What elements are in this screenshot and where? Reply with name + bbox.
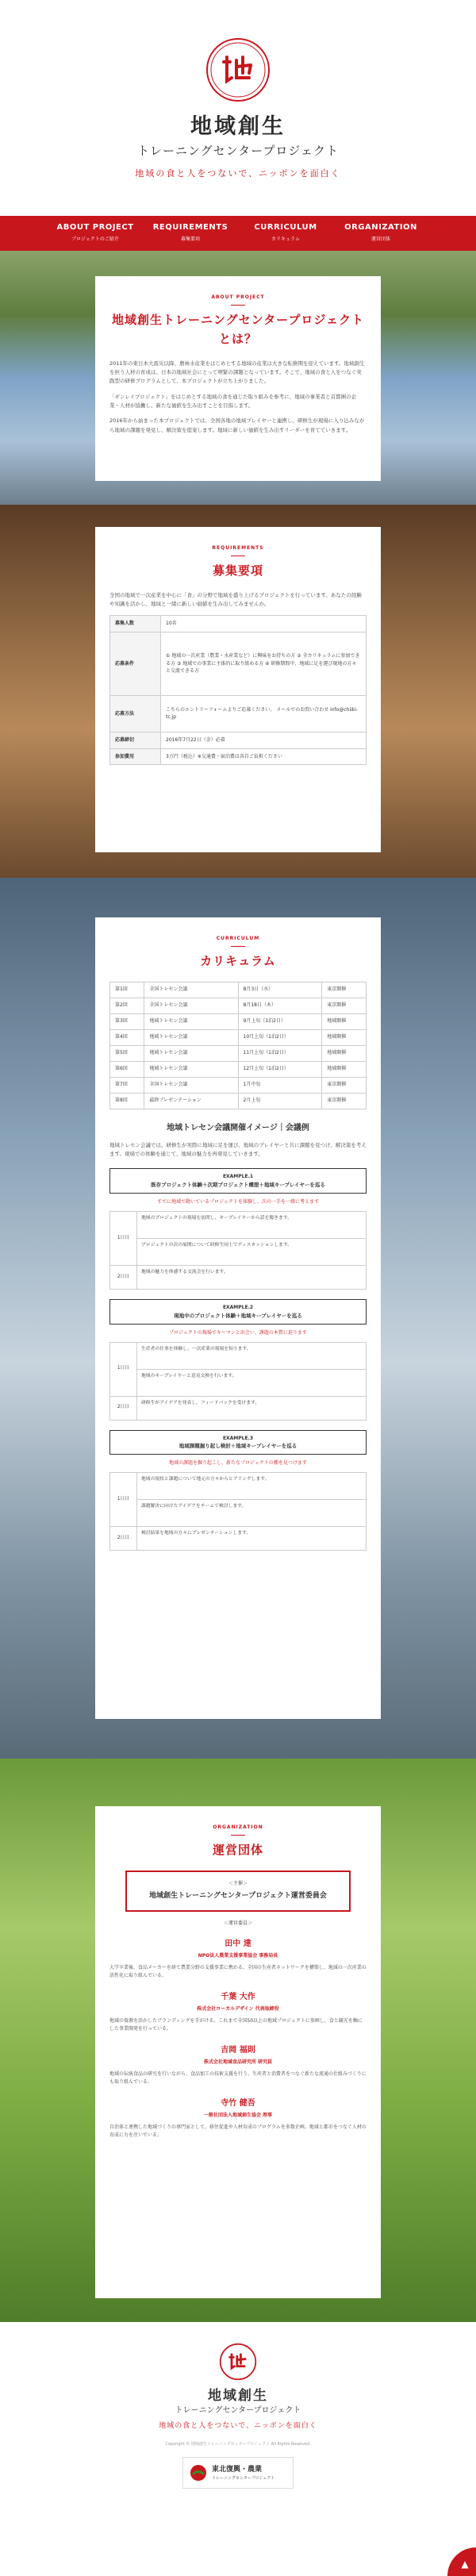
person-name: 吉岡 福則 [221,2046,255,2055]
req-value: 10名 [161,616,367,632]
footer-subtitle: トレーニングセンタープロジェクト [175,2406,301,2415]
curriculum-table [109,982,367,1109]
example-3-box [109,1430,367,1455]
example-row: 検討結果を地域の方々にプレゼンテーションします。 [137,1527,367,1551]
example-row: 地域の魅力を体感する交流会を行います。 [137,1265,367,1289]
curriculum-card [95,917,381,1719]
requirements-table [109,615,367,765]
cur-place: 地域開催 [322,1029,367,1045]
example-1-table [109,1211,367,1290]
entry-form-link[interactable]: こちらのエントリーフォームよりご応募ください。 メールでのお問い合わせ info@chiiki-tc.jp [161,695,367,732]
table-row [110,1029,367,1045]
back-to-top-button[interactable] [447,2547,476,2576]
example-2-box [109,1299,367,1325]
req-key: 応募条件 [110,632,161,695]
example-label: EXAMPLE.1 [222,1174,254,1180]
nav-about-jp: プロジェクトのご紹介 [71,236,119,242]
table-row [110,982,367,998]
org-en-label: ORGANIZATION [213,1824,263,1830]
req-en-label: REQUIREMENTS [212,545,264,551]
example-row: 地域の現状と課題について地元の方々からヒアリングします。 [137,1473,367,1500]
sponsor-banner[interactable] [182,2457,294,2489]
cur-num: 第5回 [110,1045,144,1061]
example-row: 課題解決に向けたアイデアをチームで検討します。 [137,1500,367,1527]
nav-about[interactable] [48,216,143,251]
organizer-label: ＜主催＞ [228,1880,248,1886]
cur-date: 8月3日（水） [238,982,322,998]
cur-date: 12月上旬（1泊2日） [238,1061,322,1077]
example-3-table [109,1472,367,1551]
table-row [110,1238,367,1265]
organizer-box [125,1870,351,1912]
cur-place: 東京開催 [322,1077,367,1093]
organizer-name: 地域創生トレーニングセンタープロジェクト運営委員会 [149,1892,327,1901]
table-row [110,1265,367,1289]
site-title: 地域創生 [190,114,286,139]
cur-date: 10月上旬（1泊2日） [238,1029,322,1045]
example-row: 地域のプロジェクトの現場を訪問し、キープレイヤーから話を聞きます。 [137,1211,367,1238]
table-row [110,1500,367,1527]
table-row [110,1527,367,1551]
table-row [110,1211,367,1238]
nav-organization[interactable] [333,216,428,251]
person-3 [109,2044,367,2086]
nav-curriculum[interactable] [238,216,333,251]
cur-num: 第3回 [110,1013,144,1029]
cur-num: 第7回 [110,1077,144,1093]
table-row [110,1045,367,1061]
example-day: 1日目 [110,1342,137,1396]
cur-rule [231,946,245,947]
person-4 [109,2097,367,2140]
example-text: 現地中のプロジェクト体験＋地域キープレイヤーを巡る [174,1312,302,1319]
table-row [110,748,367,765]
about-paragraph-2: 「ギンレイプロジェクト」をはじめとする地域の食を通じた取り組みを参考に、地域の事業者と首都圏の企業・人材が協働し、新たな価値を生み出すことを目指します。 [109,393,357,409]
example-text: 地域課題掘り起し検討＋地域キープレイヤーを巡る [178,1443,298,1450]
cur-num: 第6回 [110,1061,144,1077]
example-row: 研修生がアイデアを発表し、フィードバックを受けます。 [137,1396,367,1420]
req-value: 3万円（税込）※交通費・宿泊費は各自ご負担ください [161,748,367,765]
table-row [110,695,367,732]
example-note: 地域の課題を掘り起こし、新たなプロジェクトの種を見つけます [169,1460,307,1467]
table-row [110,732,367,748]
arrow-up-icon: ▲ [461,2559,469,2570]
cur-date: 1月中旬 [238,1077,322,1093]
cur-name: 地域トレセン会議 [144,1061,238,1077]
table-row [110,1369,367,1396]
example-label: EXAMPLE.3 [222,1435,254,1441]
meeting-title: 地域トレセン会議開催イメージ｜会議例 [167,1123,309,1132]
about-section [0,251,476,505]
requirements-section [0,505,476,878]
cur-place: 地域開催 [322,1013,367,1029]
org-title: 運営団体 [212,1842,263,1857]
person-name: 寺竹 健吾 [221,2099,255,2109]
example-day: 1日目 [110,1211,137,1265]
table-row [110,1093,367,1109]
nav-curriculum-jp: カリキュラム [271,236,300,242]
cur-date: 9月上旬（1泊2日） [238,1013,322,1029]
req-key: 応募締切 [110,732,161,748]
cur-name: 最終プレゼンテーション [144,1093,238,1109]
nav-organization-jp: 運営団体 [370,236,390,242]
person-role: 一般社団法人地域創生協会 理事 [203,2113,273,2119]
example-2-table [109,1342,367,1421]
footer-title: 地域創生 [208,2388,268,2404]
organization-card [95,1806,381,2298]
person-role: NPO法人農業支援事業協会 事務局長 [198,1953,278,1959]
cur-place: 東京開催 [322,1093,367,1109]
person-2 [109,1991,367,2033]
organization-section [0,1759,476,2322]
req-key: 募集人数 [110,616,161,632]
table-row [110,1473,367,1500]
example-day: 2日目 [110,1527,137,1551]
person-1 [109,1938,367,1980]
site-tagline: 地域の食と人をつないで、ニッポンを面白く [135,168,341,179]
about-paragraph-3: 2016年から始まった本プロジェクトでは、全国各地の地域プレイヤーと連携し、研修生が現場に入り込みながら地域の課題を発見し、解決策を提案します。地域に新しい価値を生み出すリーダーを育てていきます。 [109,417,365,433]
nav-requirements-en: REQUIREMENTS [152,223,228,232]
sponsor-sub: トレーニングセンタープロジェクト [212,2476,275,2482]
main-nav [0,216,476,251]
cur-num: 第2回 [110,998,144,1013]
example-note: プロジェクトの現場でキーマンと出会い、課題の本質に迫ります [169,1329,307,1336]
cur-place: 東京開催 [322,982,367,998]
cur-date: 11月上旬（1泊2日） [238,1045,322,1061]
sponsor-main: 東北復興・農業 [212,2465,263,2474]
example-day: 2日目 [110,1265,137,1289]
footer-tagline: 地域の食と人をつないで、ニッポンを面白く [159,2422,317,2430]
cur-num: 第8回 [110,1093,144,1109]
about-en-label: ABOUT PROJECT [211,294,265,300]
nav-curriculum-en: CURRICULUM [254,223,317,232]
about-rule [231,305,245,306]
person-name: 田中 達 [225,1940,251,1949]
example-day: 2日目 [110,1396,137,1420]
cur-name: 全国トレセン会議 [144,998,238,1013]
req-intro: 全国の地域で一次産業を中心に「食」の分野で地域を盛り上げるプロジェクトを行っています。あなたの経験や知識を活かし、地域と一緒に新しい価値を生み出してみませんか。 [109,591,362,607]
person-bio: 地域の伝統食品の研究を行いながら、食品加工の技術支援を行う。生産者と消費者をつなぐ新たな流通の仕組みづくりにも取り組んでいる。 [109,2070,367,2085]
cur-place: 地域開催 [322,1061,367,1077]
requirements-card [95,527,381,852]
nav-about-en: ABOUT PROJECT [56,223,134,232]
site-subtitle: トレーニングセンタープロジェクト [136,144,340,158]
footer-logo-icon[interactable] [219,2343,257,2381]
curriculum-section [0,878,476,1759]
table-row [110,1396,367,1420]
members-label: ＜運営委員＞ [223,1920,252,1926]
about-title: 地域創生トレーニングセンタープロジェクトとは？ [111,312,365,346]
example-row: 生産者の仕事を体験し、一次産業の現場を知ります。 [137,1342,367,1369]
cur-en-label: CURRICULUM [216,936,260,941]
copyright: Copyright © 地域創生トレーニングセンタープロジェクト All Rights Reserved. [165,2442,311,2447]
table-row [110,616,367,632]
req-title: 募集要項 [212,563,263,578]
cur-place: 東京開催 [322,998,367,1013]
logo-mark-icon[interactable] [205,37,271,103]
table-row [110,1342,367,1369]
cur-place: 地域開催 [322,1045,367,1061]
req-key: 参加費用 [110,748,161,765]
cur-name: 地域トレセン会議 [144,1045,238,1061]
person-role: 株式会社ローカルデザイン 代表取締役 [197,2006,279,2013]
table-row [110,998,367,1013]
req-value: 2016年7月22日（金）必着 [161,732,367,748]
person-bio: 自治体と連携した地域づくりの専門家として、移住促進や人材育成のプログラムを多数企画。地域と都市をつなぐ人材の育成に力を注いでいる。 [109,2124,367,2138]
cur-date: 2月上旬 [238,1093,322,1109]
cur-name: 全国トレセン会議 [144,1077,238,1093]
example-day: 1日目 [110,1473,137,1527]
example-row: 地域のキープレイヤーと意見交換を行います。 [137,1369,367,1396]
site-header [0,0,476,242]
cur-title: カリキュラム [200,953,276,968]
cur-name: 地域トレセン会議 [144,1013,238,1029]
example-text: 既存プロジェクト体験＋次期プロジェクト構想＋地域キープレイヤーを巡る [151,1181,325,1188]
person-role: 株式会社地域食品研究所 研究員 [203,2059,273,2066]
nav-organization-en: ORGANIZATION [344,223,417,232]
example-row: プロジェクトの次の展開について研修生同士でディスカッションします。 [137,1238,367,1265]
cur-name: 地域トレセン会議 [144,1029,238,1045]
person-bio: 大学卒業後、食品メーカーを経て農業分野の支援事業に携わる。全国の生産者ネットワークを構築し、地域の一次産業の活性化に取り組んでいる。 [109,1964,367,1978]
person-name: 千葉 大作 [221,1993,255,2002]
table-row [110,1077,367,1093]
nav-requirements[interactable] [143,216,238,251]
site-footer [0,2322,476,2576]
table-row [110,632,367,695]
about-paragraph-1: 2011年の東日本大震災以降、農林水産業をはじめとする地域の産業は大きな転換期を迎えています。地域創生を担う人材の育成は、日本の地域社会にとって喫緊の課題となっています。そこで、地域の食と人をつなぐ実践型の研修プログラムとして、本プロジェクトが立ち上がりました。 [109,359,365,385]
nav-requirements-jp: 募集要項 [180,236,200,242]
meeting-intro: 地域トレセン会議では、研修生が実際に地域に足を運び、地域のプレイヤーと共に課題を見つけ、解決策を考えます。現場での体験を通じて、地域の魅力を再発見していきます。 [109,1141,367,1157]
req-value: ① 地域の一次産業（農業・水産業など）に興味をお持ちの方 ② 全カリキュラムに参加できる方 ③ 地域での事業に主体的に取り組める方 ④ 研修期間中、地域に足を運び現地の方々と交流できる方 [161,632,367,695]
cur-num: 第4回 [110,1029,144,1045]
cur-name: 全国トレセン会議 [144,982,238,998]
table-row [110,1061,367,1077]
table-row [110,1013,367,1029]
example-label: EXAMPLE.2 [222,1304,254,1310]
cur-date: 8月18日（木） [238,998,322,1013]
about-card [95,276,381,481]
example-note: すでに地域で動いているプロジェクトを体験し、次の一手を一緒に考えます [156,1199,320,1205]
req-key: 応募方法 [110,695,161,732]
person-bio: 地域の資源を活かしたブランディングを手がける。これまで全国50以上の地域プロジェクトに参画し、食と観光を軸にした事業開発を行っている。 [109,2017,363,2032]
example-1-box [109,1168,367,1194]
sponsor-logo-icon [190,2464,207,2482]
cur-num: 第1回 [110,982,144,998]
org-rule [231,1835,245,1836]
